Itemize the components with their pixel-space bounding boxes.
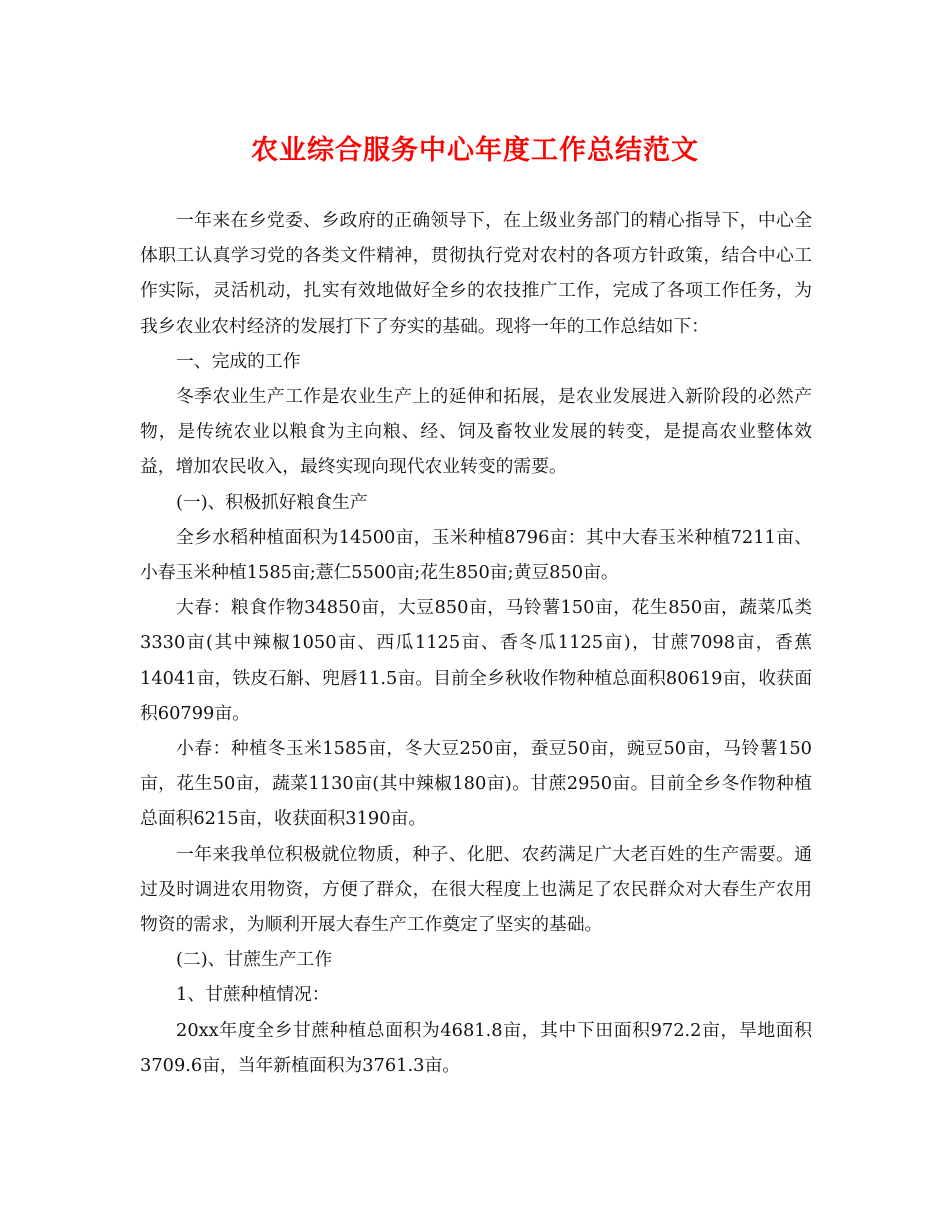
- paragraph-planting-area: 全乡水稻种植面积为14500亩，玉米种植8796亩：其中大春玉米种植7211亩、小春玉米种植1585亩;薏仁5500亩;花生850亩;黄豆850亩。: [140, 526, 812, 584]
- paragraph-dachun: 大春：粮食作物34850亩，大豆850亩，马铃薯150亩，花生850亩，蔬菜瓜类3330亩(其中辣椒1050亩、西瓜1125亩、香冬瓜1125亩)，甘蔗7098亩，香蕉14041亩，铁皮石斛、兜唇11.5亩。目前全乡秋收作物种植总面积80619亩，收获面积60799亩。: [140, 597, 812, 724]
- heading-grain-production: (一)、积极抓好粮食生产: [176, 491, 368, 513]
- heading-sugarcane-planting: 1、甘蔗种植情况：: [176, 984, 330, 1006]
- paragraph-materials: 一年来我单位积极就位物质，种子、化肥、农药满足广大老百姓的生产需要。通过及时调进农用物资，方便了群众，在很大程度上也满足了农民群众对大春生产农用物资的需求，为顺利开展大春生产工作奠定了坚实的基础。: [140, 843, 812, 936]
- document-body: [140, 203, 812, 1083]
- document-title: 农业综合服务中心年度工作总结范文: [251, 135, 699, 166]
- paragraph-sugarcane-area: 20xx年度全乡甘蔗种植总面积为4681.8亩，其中下田面积972.2亩，旱地面积3709.6亩，当年新植面积为3761.3亩。: [140, 1019, 812, 1076]
- heading-completed-work: 一、完成的工作: [176, 350, 301, 372]
- heading-sugarcane: (二)、甘蔗生产工作: [176, 949, 333, 971]
- paragraph-intro: 一年来在乡党委、乡政府的正确领导下，在上级业务部门的精心指导下，中心全体职工认真学习党的各类文件精神，贯彻执行党对农村的各项方针政策，结合中心工作实际，灵活机动，扎实有效地做好全乡的农技推广工作，完成了各项工作任务，为我乡农业农村经济的发展打下了夯实的基础。现将一年的工作总结如下：: [140, 210, 812, 337]
- paragraph-xiaochun: 小春：种植冬玉米1585亩，冬大豆250亩，蚕豆50亩，豌豆50亩，马铃薯150亩，花生50亩，蔬菜1130亩(其中辣椒180亩)。甘蔗2950亩。目前全乡冬作物种植总面积6215亩，收获面积3190亩。: [140, 738, 812, 830]
- paragraph-winter-agriculture: 冬季农业生产工作是农业生产上的延伸和拓展，是农业发展进入新阶段的必然产物，是传统农业以粮食为主向粮、经、饲及畜牧业发展的转变，是提高农业整体效益，增加农民收入，最终实现向现代农业转变的需要。: [140, 386, 812, 478]
